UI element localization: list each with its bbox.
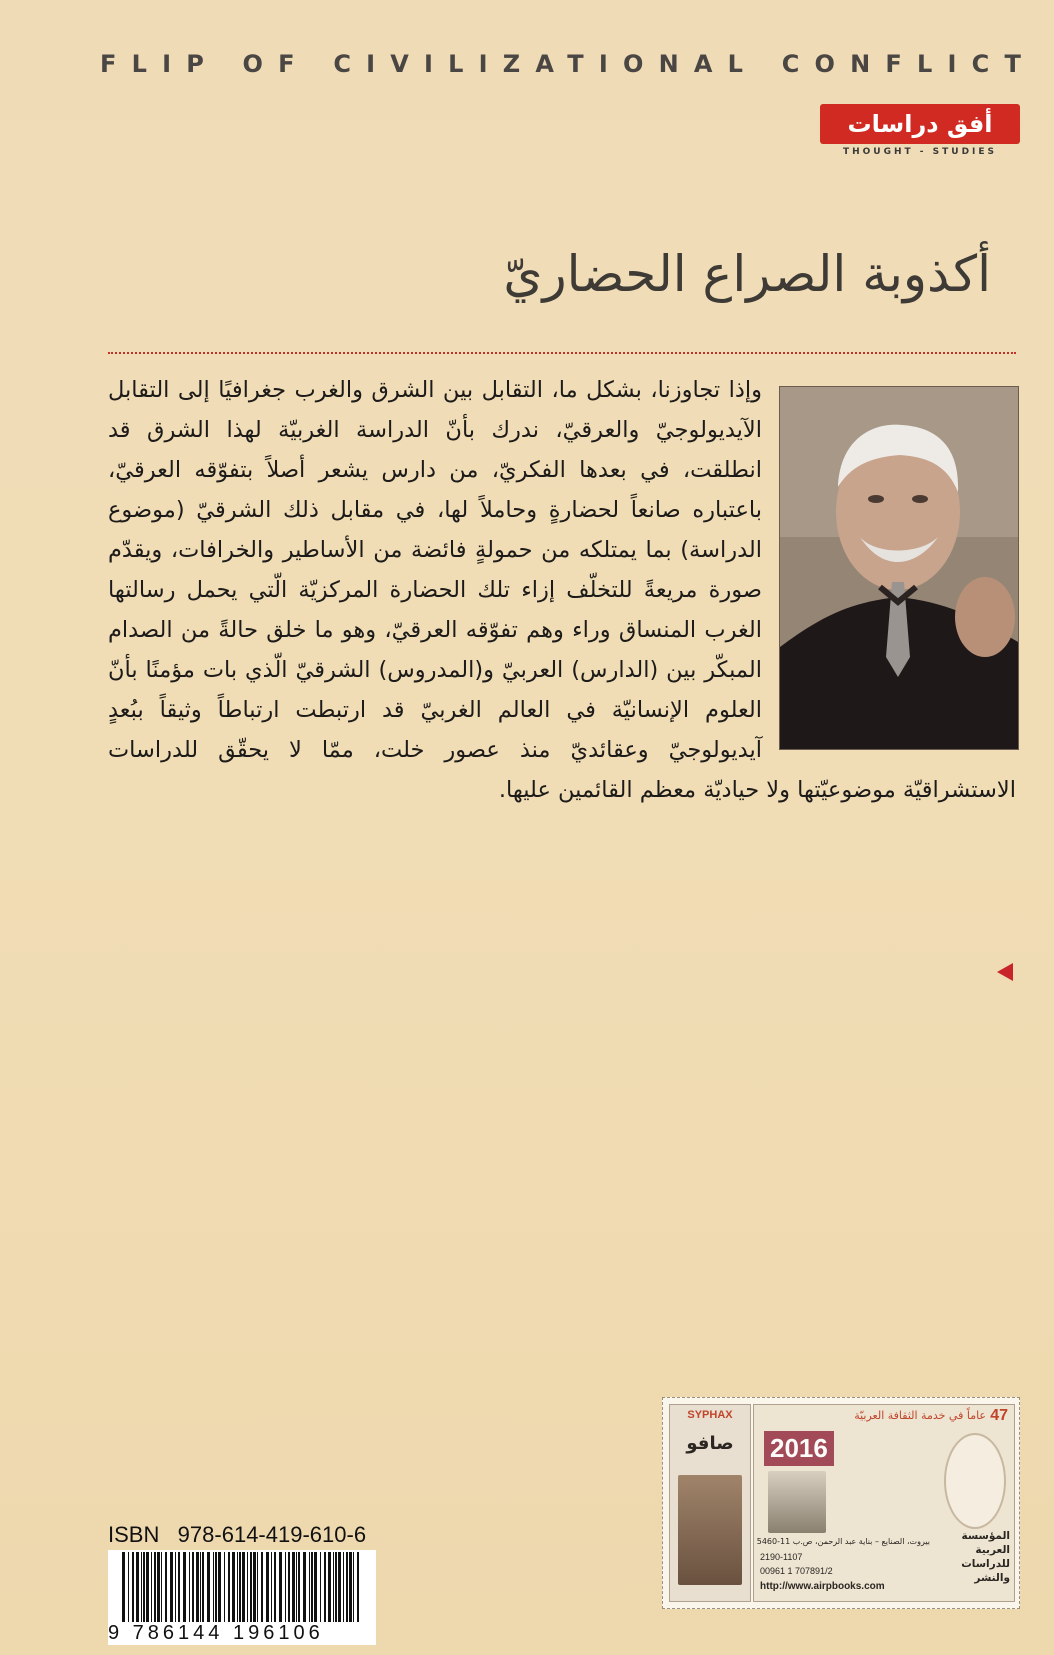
barcode-bar — [143, 1552, 145, 1622]
publisher-name: المؤسسة العربية للدراسات والنشر — [961, 1530, 1010, 1584]
barcode-bar — [311, 1552, 313, 1622]
barcode-bar — [157, 1552, 160, 1622]
barcode-bar — [122, 1552, 125, 1622]
barcode-bar — [303, 1552, 306, 1622]
barcode-bar — [161, 1552, 162, 1622]
barcode-bar — [257, 1552, 258, 1622]
barcode-bar — [207, 1552, 210, 1622]
barcode-bar — [128, 1552, 129, 1622]
barcode-bar — [178, 1552, 180, 1622]
barcode-bar — [343, 1552, 344, 1622]
barcode-bar — [335, 1552, 337, 1622]
barcode-bar — [279, 1552, 282, 1622]
barcode-bar — [247, 1552, 248, 1622]
barcode-bar — [202, 1552, 204, 1622]
barcode-bar — [357, 1552, 359, 1622]
book-title: أكذوبة الصراع الحضاريّ — [503, 245, 991, 303]
barcode-bar — [192, 1552, 194, 1622]
barcode-bar — [338, 1552, 341, 1622]
barcode-bar — [333, 1552, 334, 1622]
barcode-bar — [224, 1552, 225, 1622]
logo-text: أفق دراسات — [820, 104, 1020, 144]
publisher-phone: 00961 1 707891/2 — [760, 1566, 833, 1576]
barcode-bar — [346, 1552, 348, 1622]
book-description — [108, 370, 1016, 810]
barcode-bar — [261, 1552, 263, 1622]
barcode-bar — [253, 1552, 256, 1622]
barcode-bar — [353, 1552, 354, 1622]
barcode-bar — [239, 1552, 241, 1622]
barcode-bar — [154, 1552, 156, 1622]
anniversary-text: عاماً في خدمة الثقافة العربيّة — [854, 1409, 986, 1422]
book-description-text: وإذا تجاوزنا، بشكل ما، التقابل بين الشرق والغرب جغرافيًا إلى التقابل الآيديولوجيّ والعرقيّ، ندرك بأنّ الدراسة الغربيّة لهذا الشرق قد انطلقت، في بعدها الفكريّ، من دارس يشعر أصلاً بتفوّقه العرقيّ، باعتباره صانعاً لحضارةٍ وحاملاً لها، في مقابل ذلك الشرقيّ (موضوع الدراسة) بما يمتلكه من حمولةٍ فائضة من الأساطير والخرافات، ويقدّم صورة مريعةً للتخلّف إزاء تلك الحضارة المركزيّة الّتي يحمل رسالتها الغرب المنساق وراء وهم تفوّقه العرقيّ، وهو ما خلق حالةً من الصدام المبكّر بين (الدارس) العربيّ و(المدروس) الشرقيّ الّذي بات مؤمنًا بأنّ العلوم الإنسانيّة في العالم الغربيّ قد ارتبطت ارتباطاً وثيقاً ببُعدٍ آيديولوجيّ وعقائديّ منذ عصور خلت، ممّا لا يحقّق للدراسات الاستشراقيّة موضوعيّتها ولا حياديّة معظم القائمين عليها. — [108, 377, 1016, 803]
barcode-bar — [349, 1552, 352, 1622]
barcode-bar — [132, 1552, 134, 1622]
barcode-bar — [175, 1552, 176, 1622]
publisher-emblem-icon — [944, 1433, 1006, 1529]
publisher-fax: 2190-1107 — [760, 1552, 803, 1562]
barcode-bar — [292, 1552, 295, 1622]
barcode-bar — [266, 1552, 269, 1622]
barcode-bar — [196, 1552, 199, 1622]
barcode-bar — [215, 1552, 217, 1622]
barcode-bar — [324, 1552, 326, 1622]
syphax-brand: SYPHAX — [687, 1409, 733, 1421]
barcode-bar — [328, 1552, 331, 1622]
barcode-bar — [146, 1552, 149, 1622]
barcode-bar — [165, 1552, 167, 1622]
anniversary-stamp — [753, 1404, 1015, 1602]
barcode-bar — [271, 1552, 272, 1622]
barcode-bar — [218, 1552, 221, 1622]
publisher-address: بيروت، الصنايع – بناية عبد الرحمن، ص.ب 11-5460 — [756, 1537, 930, 1546]
stamp-year: 2016 — [764, 1431, 834, 1466]
barcode-bar — [250, 1552, 252, 1622]
barcode-bar — [274, 1552, 276, 1622]
barcode-bar — [309, 1552, 310, 1622]
isbn-label: ISBN 978-614-419-610-6 — [108, 1522, 367, 1547]
syphax-image — [678, 1475, 742, 1585]
barcode-bar — [189, 1552, 190, 1622]
barcode-bar — [288, 1552, 290, 1622]
publisher-website: http://www.airpbooks.com — [760, 1581, 885, 1592]
syphax-arabic: صافو — [686, 1433, 734, 1454]
barcode-bar — [151, 1552, 152, 1622]
red-arrow-icon — [997, 963, 1013, 981]
logo-subtitle: THOUGHT - STUDIES — [842, 147, 998, 157]
series-title: FLIP OF CIVILIZATIONAL CONFLICT — [100, 50, 1037, 78]
barcode-bar — [298, 1552, 300, 1622]
barcode-bar — [228, 1552, 230, 1622]
anniversary-number: 47 — [990, 1407, 1008, 1424]
barcode-bar — [296, 1552, 297, 1622]
barcode-bar — [320, 1552, 321, 1622]
barcode-bar — [285, 1552, 286, 1622]
barcode-bar — [237, 1552, 238, 1622]
barcode-bar — [314, 1552, 317, 1622]
title-divider — [108, 352, 1016, 354]
barcode-bar — [232, 1552, 235, 1622]
barcode-bar — [183, 1552, 186, 1622]
syphax-stamp — [669, 1404, 751, 1602]
barcode-bar — [136, 1552, 139, 1622]
publisher-stamps — [662, 1397, 1020, 1609]
barcode-bar — [141, 1552, 142, 1622]
barcode-bar — [170, 1552, 173, 1622]
stamp-portrait — [768, 1471, 826, 1533]
barcode-number: 9 786144 196106 — [108, 1622, 376, 1645]
publisher-series-logo — [820, 104, 1020, 164]
barcode-bar — [242, 1552, 245, 1622]
barcode-bar — [200, 1552, 201, 1622]
barcode-bar — [213, 1552, 214, 1622]
